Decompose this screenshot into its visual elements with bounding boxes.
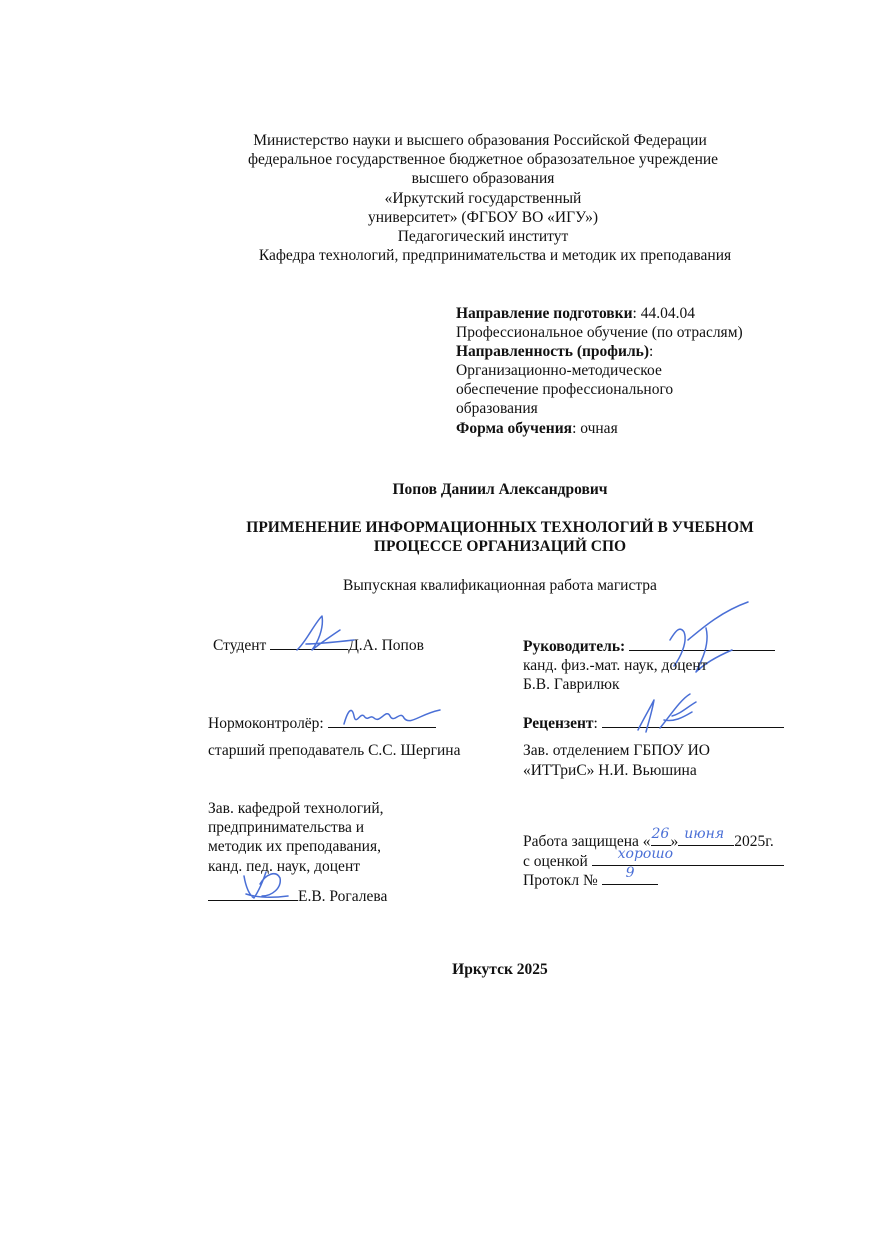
profile-line-2: обеспечение профессионального xyxy=(456,381,674,398)
protocol-field xyxy=(602,865,658,885)
reviewer-position: Зав. отделением ГБПОУ ИО xyxy=(523,742,710,759)
supervisor-degree: канд. физ.-мат. наук, доцент xyxy=(523,657,708,674)
thesis-title-line-2: ПРОЦЕССЕ ОРГАНИЗАЦИЙ СПО xyxy=(373,538,627,555)
direction-name: Профессиональное обучение (по отраслям) xyxy=(456,324,743,341)
defense-day-field xyxy=(651,826,671,846)
reviewer-colon: : xyxy=(593,715,598,732)
head-name: Е.В. Рогалева xyxy=(298,888,388,905)
head-line-2: предпринимательства и xyxy=(208,819,364,836)
university-line-2: университет» (ФГБОУ ВО «ИГУ») xyxy=(368,209,598,226)
head-signature-line-row xyxy=(208,886,387,906)
study-form-line xyxy=(456,419,618,438)
defense-month: июня xyxy=(684,826,725,842)
reviewer-name: «ИТТриС» Н.И. Вьюшина xyxy=(523,762,697,779)
protocol-prefix: Протокл № xyxy=(523,872,598,889)
student-label: Студент xyxy=(213,637,267,654)
profile-line xyxy=(456,342,653,361)
ministry-line: Министерство науки и высшего образования Российской Федерации xyxy=(253,132,707,149)
defense-month-field xyxy=(678,826,734,846)
city-year: Иркутск 2025 xyxy=(452,961,548,978)
profile-line-1: Организационно-методическое xyxy=(456,362,662,379)
head-line-4: канд. пед. наук, доцент xyxy=(208,858,361,875)
direction-label: Направление подготовки xyxy=(456,305,633,322)
grade-field xyxy=(592,846,784,866)
institute-line: Педагогический институт xyxy=(397,228,569,245)
direction-value: : 44.04.04 xyxy=(632,305,695,322)
normcontrol-label: Нормоконтролёр: xyxy=(208,715,324,732)
student-signature xyxy=(292,612,362,658)
department-line: Кафедра технологий, предпринимательства и методик их преподавания xyxy=(258,247,732,264)
supervisor-label: Руководитель: xyxy=(523,638,626,655)
thesis-title-line-1: ПРИМЕНЕНИЕ ИНФОРМАЦИОННЫХ ТЕХНОЛОГИЙ В УЧЕБНОМ xyxy=(246,519,754,536)
university-line-1: «Иркутский государственный xyxy=(384,190,582,207)
profile-line-3: образования xyxy=(456,400,538,417)
profile-colon: : xyxy=(649,343,654,360)
grade-line xyxy=(523,846,784,871)
reviewer-label: Рецензент xyxy=(523,715,594,732)
institution-line-2: высшего образования xyxy=(411,170,555,187)
normcontrol-signature xyxy=(340,696,450,736)
work-type: Выпускная квалификационная работа магистра xyxy=(343,577,657,594)
institution-line-1: федеральное государственное бюджетное образозательное учреждение xyxy=(247,151,719,168)
defense-quote-close: » xyxy=(670,833,679,850)
study-form-value: : очная xyxy=(572,420,618,437)
head-line-1: Зав. кафедрой технологий, xyxy=(208,800,384,817)
supervisor-name: Б.В. Гаврилюк xyxy=(523,676,620,693)
defense-day: 26 xyxy=(651,826,670,842)
profile-label: Направленность (профиль) xyxy=(456,343,649,360)
student-name: Д.А. Попов xyxy=(348,637,424,654)
protocol-line xyxy=(523,865,658,890)
defense-year: 2025г. xyxy=(734,833,774,850)
grade-value: хорошо xyxy=(617,846,674,862)
reviewer-signature xyxy=(630,690,710,736)
protocol-number: 9 xyxy=(625,865,635,881)
grade-prefix: с оценкой xyxy=(523,853,588,870)
study-form-label: Форма обучения xyxy=(456,420,573,437)
normcontrol-position: старший преподаватель С.С. Шергина xyxy=(208,742,461,759)
head-signature xyxy=(236,862,296,904)
defense-prefix: Работа защищена « xyxy=(523,833,651,850)
direction-line xyxy=(456,304,695,323)
head-line-3: методик их преподавания, xyxy=(208,838,381,855)
author-name: Попов Даниил Александрович xyxy=(392,481,608,498)
